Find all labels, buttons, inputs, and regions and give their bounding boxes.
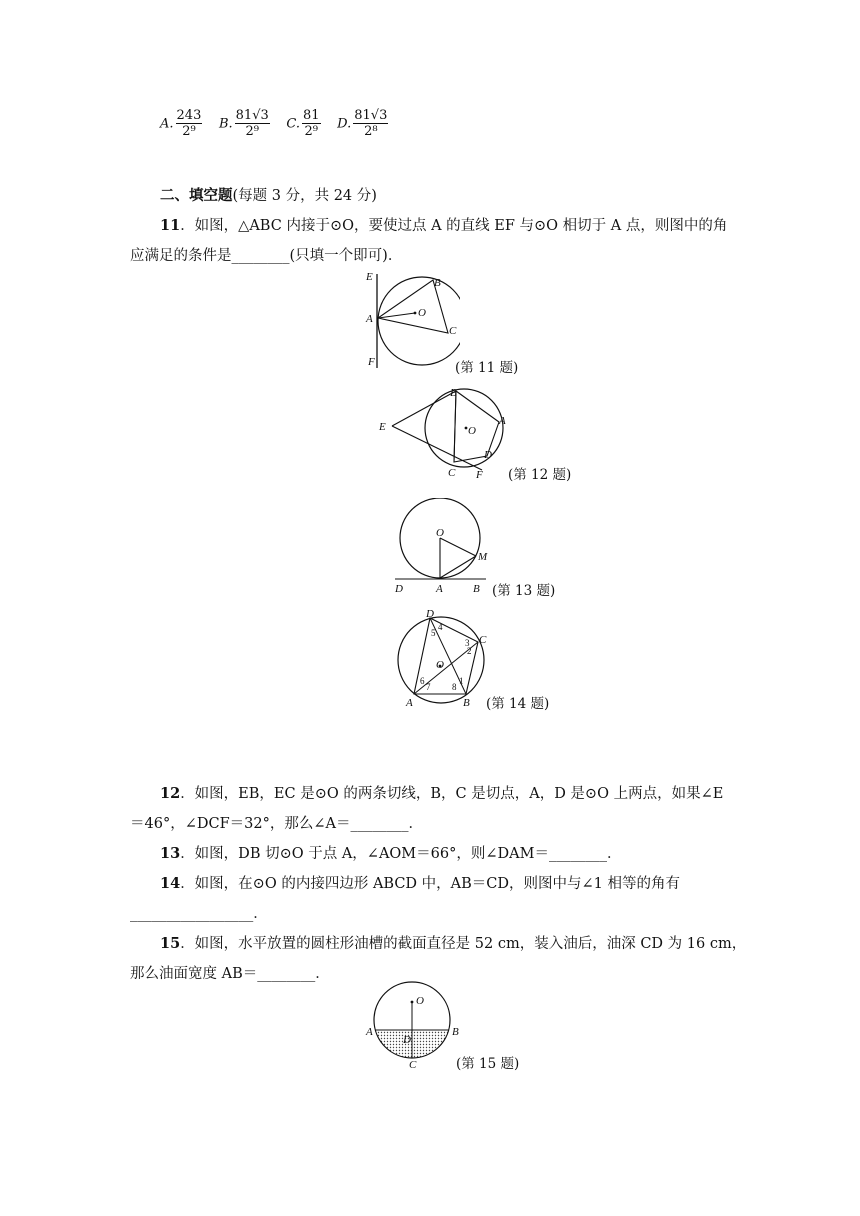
label-c: C <box>409 1059 417 1071</box>
label-a: A <box>366 1026 373 1038</box>
caption-13: (第 13 题) <box>492 583 556 599</box>
label-c: C <box>479 634 487 646</box>
label-b: B <box>450 387 457 399</box>
label-b: B <box>463 697 470 709</box>
option-d[interactable]: D. $\frac{81√3}{\text{2⁸}}$ <box>337 108 388 139</box>
label-c: C <box>449 325 457 337</box>
label-o: O <box>416 995 424 1007</box>
question-15: 15．如图，水平放置的圆柱形油槽的截面直径是 52 cm，装入油后，油深 CD 为 16 cm， <box>160 935 747 952</box>
label-d: D <box>426 610 434 620</box>
label-b: B <box>452 1026 459 1038</box>
fraction: $\frac{81√3}{\text{2⁹}}$ <box>235 108 269 139</box>
option-a[interactable]: A. $\frac{243}{\text{2⁹}}$ <box>160 108 202 139</box>
option-c[interactable]: C. $\frac{81}{\text{2⁹}}$ <box>286 108 320 139</box>
angle-5: 5 <box>431 628 436 638</box>
label-a: A <box>436 583 443 595</box>
angle-6: 6 <box>420 676 425 686</box>
question-13: 13．如图，DB 切⊙O 于点 A，∠AOM＝66°，则∠DAM＝________． <box>160 845 622 862</box>
figure-12 <box>374 384 514 480</box>
caption-11: (第 11 题) <box>455 360 519 376</box>
label-o: O <box>418 307 426 319</box>
label-b: B <box>473 583 480 595</box>
label-a: A <box>366 313 373 325</box>
question-15-line2: 那么油面宽度 AB＝________． <box>130 966 330 982</box>
angle-1: 1 <box>459 676 464 686</box>
fraction: $\frac{81√3}{\text{2⁸}}$ <box>354 108 388 139</box>
figure-13 <box>390 498 500 596</box>
label-o: O <box>436 659 444 671</box>
label-a: A <box>499 415 506 427</box>
angle-4: 4 <box>438 622 443 632</box>
section-heading: 二、填空题(每题 3 分，共 24 分) <box>160 187 377 204</box>
caption-15: (第 15 题) <box>456 1056 520 1072</box>
angle-7: 7 <box>426 682 431 692</box>
label-f: F <box>476 469 483 480</box>
label-e: E <box>366 271 373 283</box>
caption-14: (第 14 题) <box>486 696 550 712</box>
label-d: D <box>403 1034 411 1046</box>
figure-11 <box>360 268 460 372</box>
label-b: B <box>434 277 441 289</box>
question-12-line2: ＝46°，∠DCF＝32°，那么∠A＝________． <box>130 816 423 832</box>
label-e: E <box>379 421 386 433</box>
question-14-line2: _________________． <box>130 906 268 922</box>
label-m: M <box>478 551 488 563</box>
label-f: F <box>368 356 375 368</box>
angle-2: 2 <box>467 646 472 656</box>
question-14: 14．如图，在⊙O 的内接四边形 ABCD 中，AB＝CD，则图中与∠1 相等的角有 <box>160 875 680 892</box>
angle-3: 3 <box>465 638 470 648</box>
figure-14 <box>396 610 496 710</box>
fraction: $\frac{243}{\text{2⁹}}$ <box>176 108 202 139</box>
question-11: 11．如图，△ABC 内接于⊙O，要使过点 A 的直线 EF 与⊙O 相切于 A 点，则图中的角 <box>160 217 728 234</box>
label-d: D <box>484 449 492 461</box>
answer-options <box>160 108 400 139</box>
label-o: O <box>436 527 444 539</box>
label-c: C <box>448 467 456 479</box>
label-o: O <box>468 425 476 437</box>
fraction: $\frac{81}{\text{2⁹}}$ <box>303 108 320 139</box>
question-12: 12．如图，EB，EC 是⊙O 的两条切线，B，C 是切点，A，D 是⊙O 上两点，如果∠E <box>160 785 724 802</box>
label-d: D <box>395 583 403 595</box>
angle-8: 8 <box>452 682 457 692</box>
option-b[interactable]: B. $\frac{81√3}{\text{2⁹}}$ <box>218 108 269 139</box>
caption-12: (第 12 题) <box>508 467 572 483</box>
question-11-line2: 应满足的条件是________(只填一个即可)． <box>130 248 403 264</box>
label-a: A <box>406 697 413 709</box>
